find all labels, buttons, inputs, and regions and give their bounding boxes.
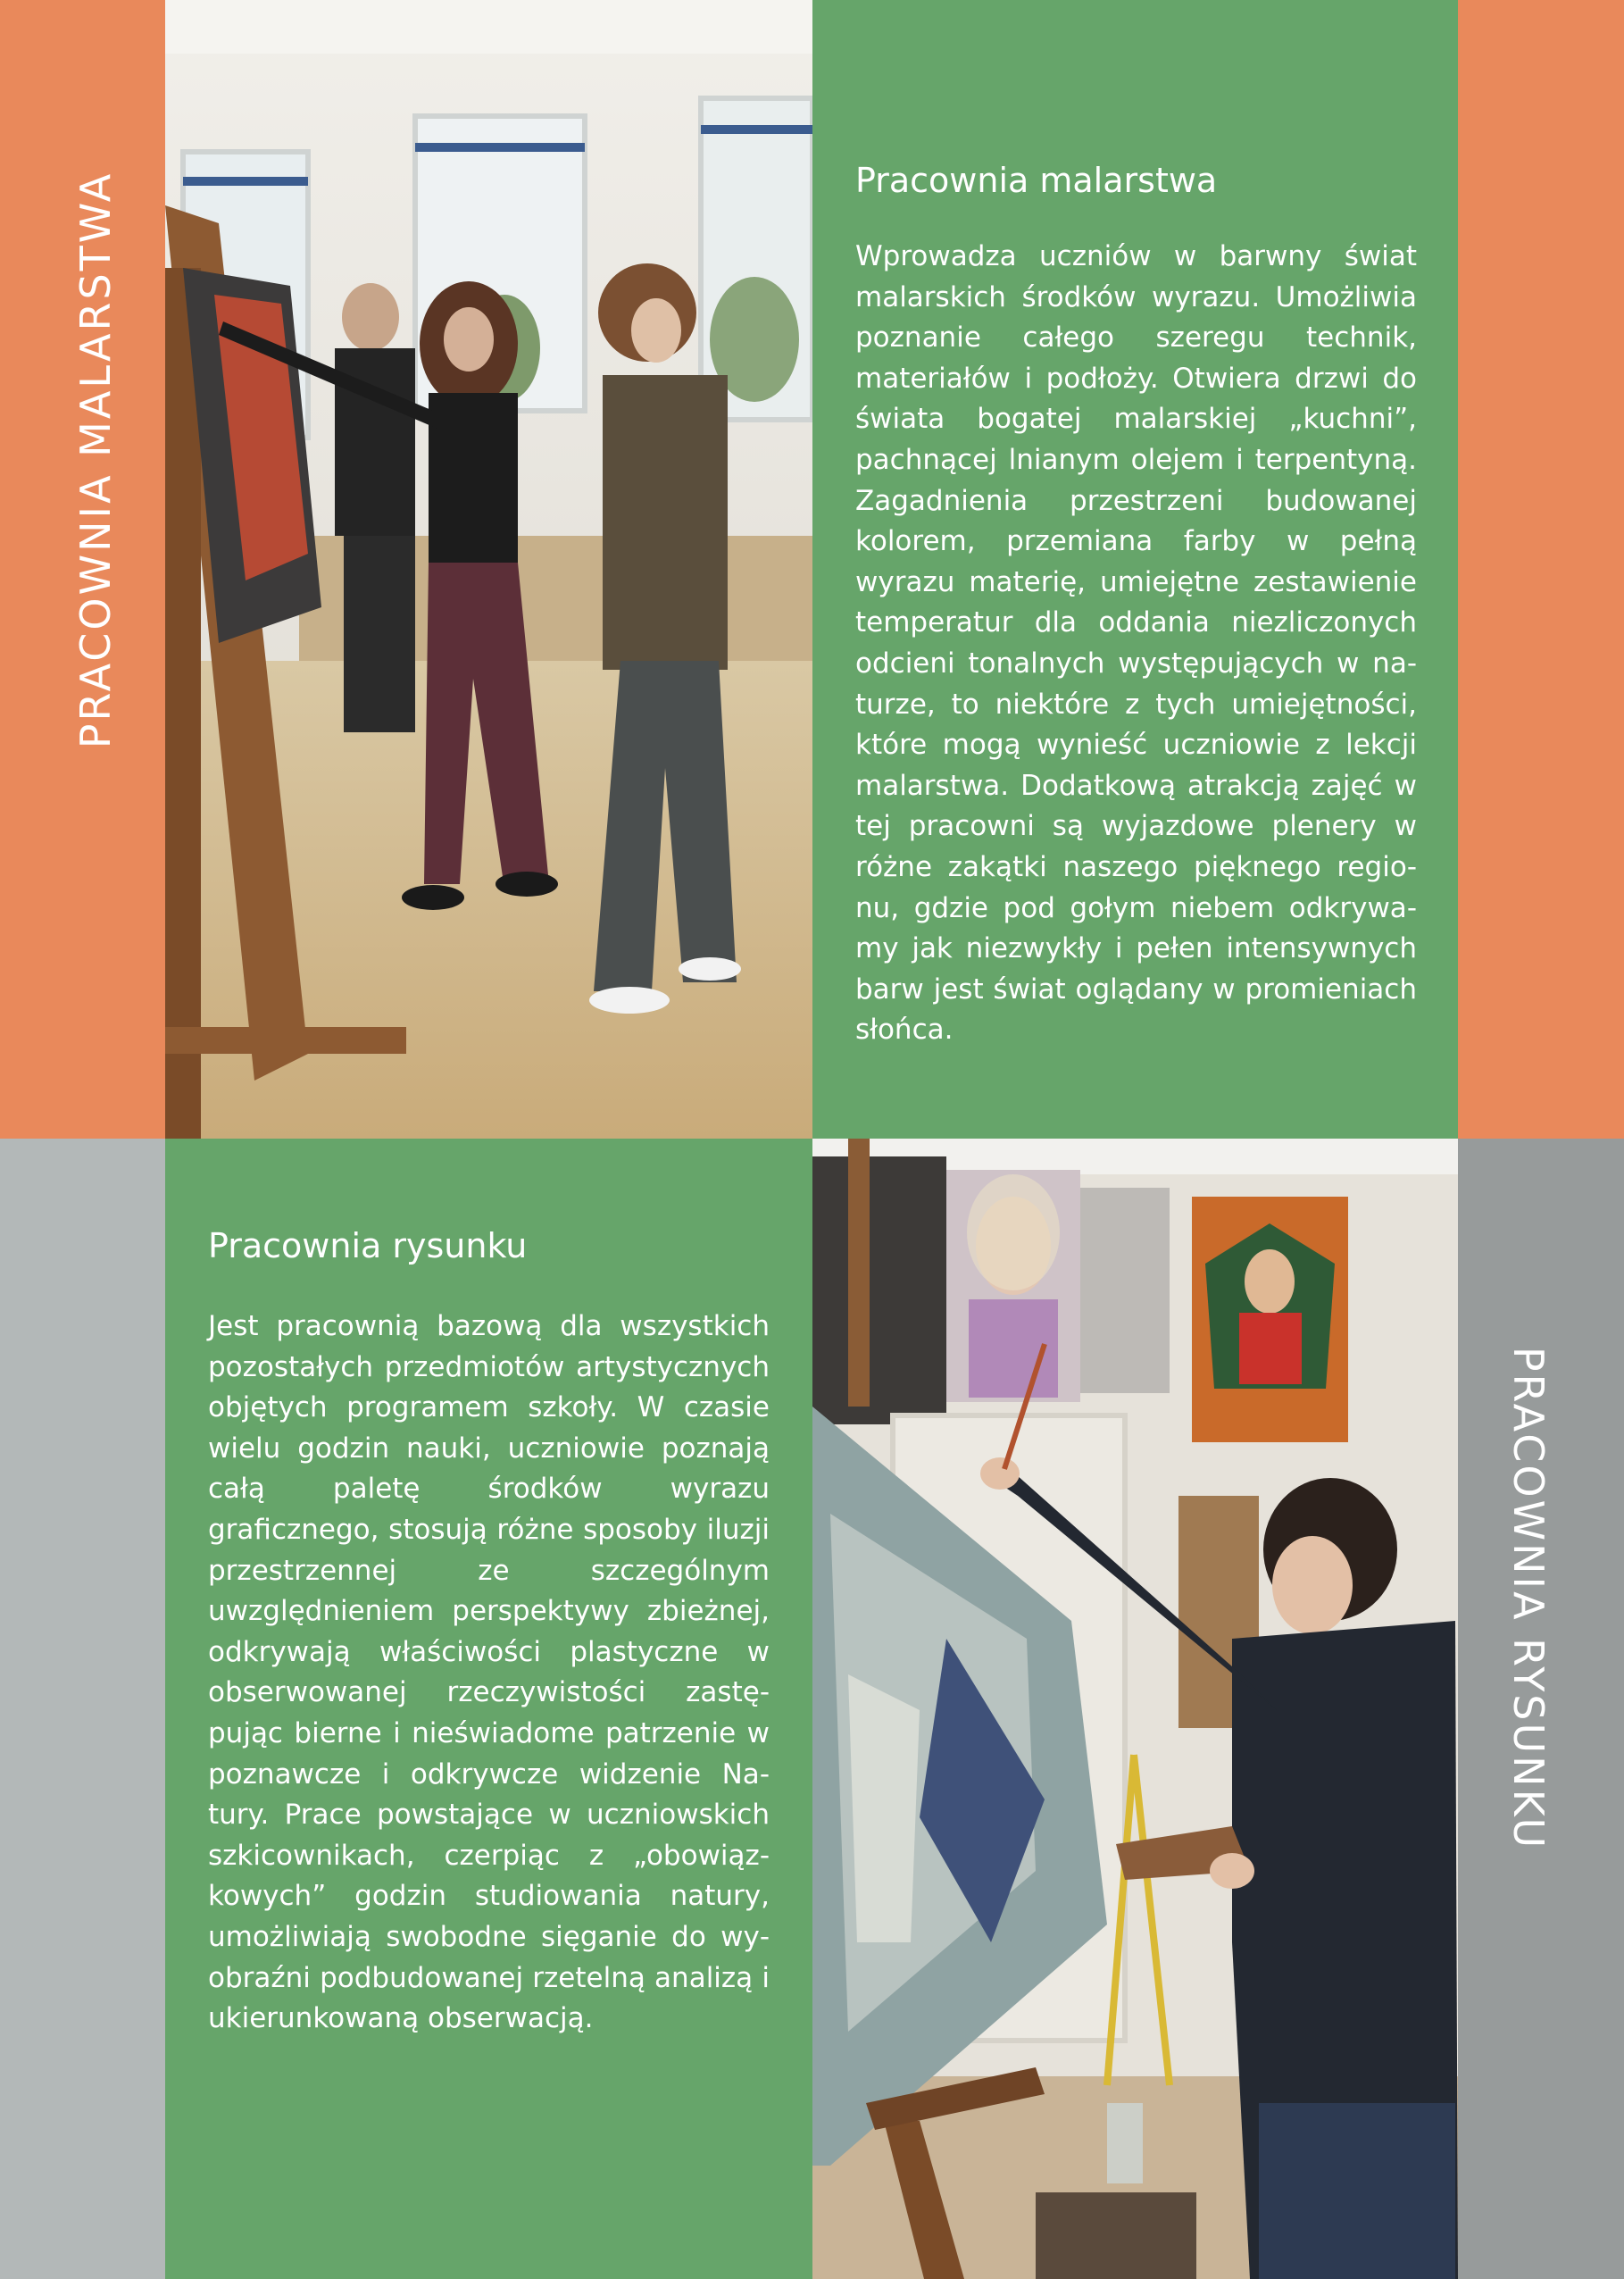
right-band-top <box>1458 0 1624 1139</box>
left-band-bottom <box>0 1139 165 2279</box>
side-label-drawing: PRACOWNIA RYSUNKU <box>1504 1346 1553 1851</box>
drawing-heading: Pracownia rysunku <box>208 1226 528 1265</box>
drawing-studio-photo <box>812 1139 1458 2279</box>
painting-heading: Pracownia malarstwa <box>855 161 1218 200</box>
side-label-painting: PRACOWNIA MALARSTWA <box>71 171 120 749</box>
painting-description: Wprowadza uczniów w barwny świat malarskich środków wyrazu. Umożliwia poznanie całego szeregu technik, materiałów i podłoży. Otwiera drzwi do świata bogatej malarskiej „kuchni”, pachnącej lnianym olejem i terpentyną. Zagadnienia przestrzeni budowanej kolorem, przemiana farby w pełną wyrazu materię, umiejętne zestawienie temperatur dla oddania niezliczonych odcieni tonalnych występujących w naturze, to niektóre z tych umiejętności, które mogą wynieść uczniowie z lekcji malarstwa. Dodatkową atrakcją zajęć w tej pracowni są wyjazdowe plenery w różne zakątki naszego pięknego regionu, gdzie pod gołym niebem odkrywamy jak niezwykły i pełen intensywnych barw jest świat oglądany w promieniach słońca. <box>855 240 1417 1047</box>
drawing-studio-illustration <box>812 1139 1458 2279</box>
painting-studio-illustration <box>165 0 812 1139</box>
painting-studio-photo <box>165 0 812 1139</box>
drawing-description: Jest pracownią bazową dla wszystkich pozostałych przedmiotów artystycznych objętych programem szkoły. W czasie wielu godzin nauki, uczniowie poznają całą paletę środków wyrazu graficznego, stosują różne sposoby iluzji przestrzennej ze szczególnym uwzględnieniem perspektywy zbieżnej, odkrywają właściwości plastyczne w obserwowanej rzeczywistości zastępując bierne i nieświadome patrzenie w poznawcze i odkrywcze widzenie Natury. Prace powstające w uczniowskich szkicownikach, czerpiąc z „obowiązkowych” godzin studiowania natury, umożliwiają swobodne sięganie do wyobraźni podbudowanej rzetelną analizą i ukierunkowaną obserwacją. <box>208 1310 770 2035</box>
